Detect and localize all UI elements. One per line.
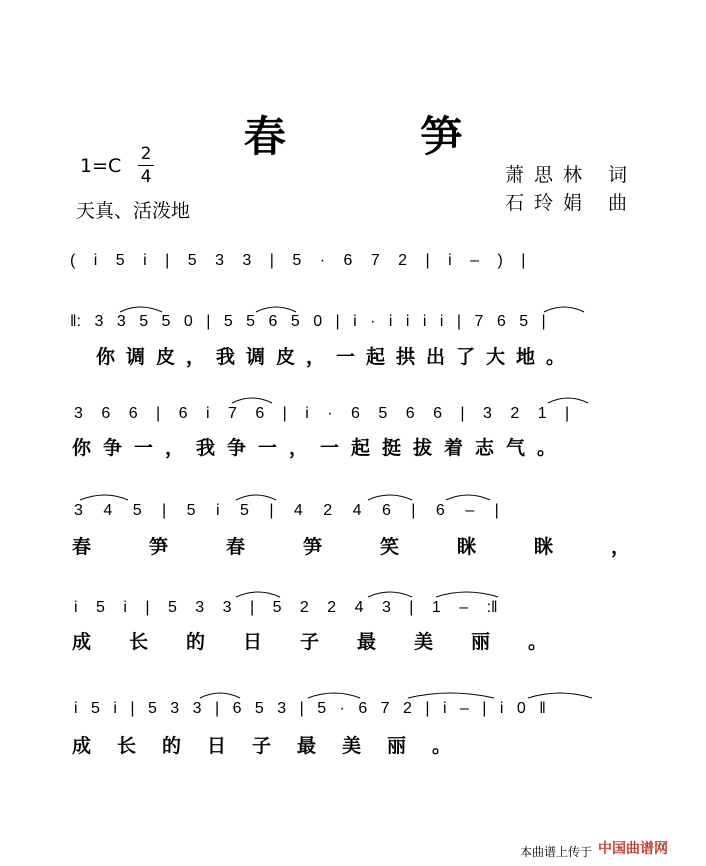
lyric-line-3: 春笋春笋笑眯眯， [72, 536, 689, 558]
composer-credit: 石玲娟 曲 [505, 192, 638, 214]
time-top: 2 [140, 144, 152, 164]
music-line-2: ‖: 3 3 5 5 0 | 5 5 6 5 0 | i · i i i i | 7 6 5 | [70, 313, 546, 330]
music-line-4: 3 4 5 | 5 i 5 | 4 2 4 6 | 6 – | [74, 502, 499, 519]
time-bottom: 4 [140, 167, 152, 187]
tempo-marking: 天真、活泼地 [76, 200, 191, 222]
lyric-line-2: 你争一，我争一，一起挺拔着志气。 [72, 437, 569, 459]
site-logo: 中国曲谱网 [598, 841, 668, 857]
key-signature: 1=C [80, 155, 122, 177]
music-line-1: ( i 5 i | 5 3 3 | 5 · 6 7 2 | i – ) | [70, 252, 526, 269]
song-title: 春 笋 [243, 112, 523, 161]
lyric-line-1: 你调皮，我调皮，一起拱出了大地。 [96, 346, 577, 368]
music-line-6: i 5 i | 5 3 3 | 6 5 3 | 5 · 6 7 2 | i – | i 0 ‖ [74, 700, 546, 717]
upload-note: 本曲谱上传于 [520, 845, 593, 859]
lyric-line-4: 成长的日子最美丽。 [72, 631, 586, 653]
lyricist-credit: 萧思林 词 [505, 164, 638, 186]
lyric-line-5: 成长的日子最美丽。 [72, 735, 478, 757]
music-line-5: i 5 i | 5 3 3 | 5 2 2 4 3 | 1 – :‖ [74, 599, 498, 616]
music-line-3: 3 6 6 | 6 i 7 6 | i · 6 5 6 6 | 3 2 1 | [74, 405, 570, 422]
